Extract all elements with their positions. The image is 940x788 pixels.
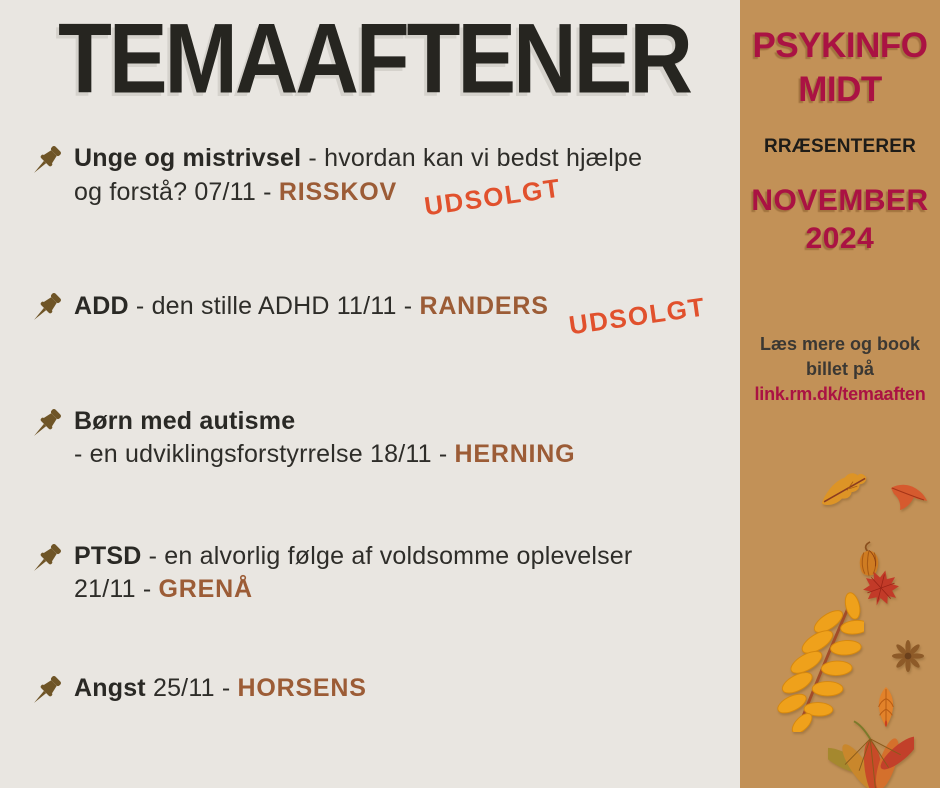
event-ptsd [28, 540, 720, 606]
event-city: GRENÅ [158, 575, 253, 603]
event-list [28, 142, 720, 714]
event-title: Børn med autisme [74, 407, 296, 435]
event-angst [28, 672, 720, 714]
event-line-1 [74, 289, 708, 341]
oak-leaf-icon [820, 468, 868, 519]
event-unge-og-mistrivsel [28, 142, 720, 222]
page-title: TEMAAFTENER [58, 2, 690, 114]
event-line-1 [74, 405, 575, 438]
soldout-stamp: UDSOLGT [422, 172, 563, 222]
pushpin-icon [28, 406, 66, 447]
booking-link: link.rm.dk/temaaften [754, 384, 926, 404]
event-title: Unge og mistrivsel [74, 144, 302, 172]
month-label: NOVEMBER [751, 184, 929, 217]
call-to-action [740, 332, 940, 407]
event-city: HORSENS [237, 674, 367, 702]
year-label: 2024 [805, 222, 875, 255]
event-description: - en udviklingsforstyrrelse 18/11 - [74, 440, 455, 468]
red-leaf-icon [890, 482, 928, 519]
event-boern-med-autisme [28, 405, 720, 471]
event-city: HERNING [454, 440, 576, 468]
maple-leaf-icon [858, 568, 904, 613]
event-text [74, 540, 632, 606]
event-date: og forstå? 07/11 - [74, 178, 279, 206]
event-line-1 [74, 672, 367, 705]
star-anise-icon [892, 640, 924, 677]
pushpin-icon [28, 143, 66, 184]
soldout-stamp: UDSOLGT [566, 291, 708, 341]
event-line-2 [74, 438, 575, 471]
brand-line-2: MIDT [798, 70, 882, 109]
event-line-1 [74, 540, 632, 573]
pushpin-icon [28, 673, 66, 714]
event-title: Angst [74, 674, 146, 702]
pushpin-icon [28, 290, 66, 331]
event-city: RISSKOV [278, 178, 397, 206]
event-city: RANDERS [419, 292, 549, 320]
event-description: - en alvorlig følge af voldsomme oplevelser [141, 542, 633, 570]
event-line-1 [74, 142, 642, 175]
event-add [28, 289, 720, 341]
event-date: 21/11 - [74, 575, 159, 603]
cta-line-2: billet på [805, 359, 874, 379]
cta-line-1: Læs mere og book [759, 334, 921, 354]
event-line-2 [74, 172, 642, 222]
pushpin-icon [28, 541, 66, 582]
event-text [74, 672, 367, 705]
event-text [74, 289, 708, 341]
event-line-2 [74, 573, 632, 606]
event-description: - hvordan kan vi bedst hjælpe [301, 144, 643, 172]
event-text [74, 142, 643, 222]
brand-name [740, 24, 940, 112]
month-year [740, 182, 940, 258]
event-text [74, 405, 575, 471]
palmate-leaf-icon [828, 716, 914, 788]
event-title: PTSD [74, 542, 142, 570]
sidebar [740, 0, 940, 788]
event-title: ADD [74, 292, 129, 320]
event-description: - den stille ADHD 11/11 - [128, 292, 420, 320]
presents-label: RRÆSENTERER [763, 136, 917, 157]
event-date: 25/11 - [145, 674, 238, 702]
brand-line-1: PSYKINFO [752, 26, 928, 65]
